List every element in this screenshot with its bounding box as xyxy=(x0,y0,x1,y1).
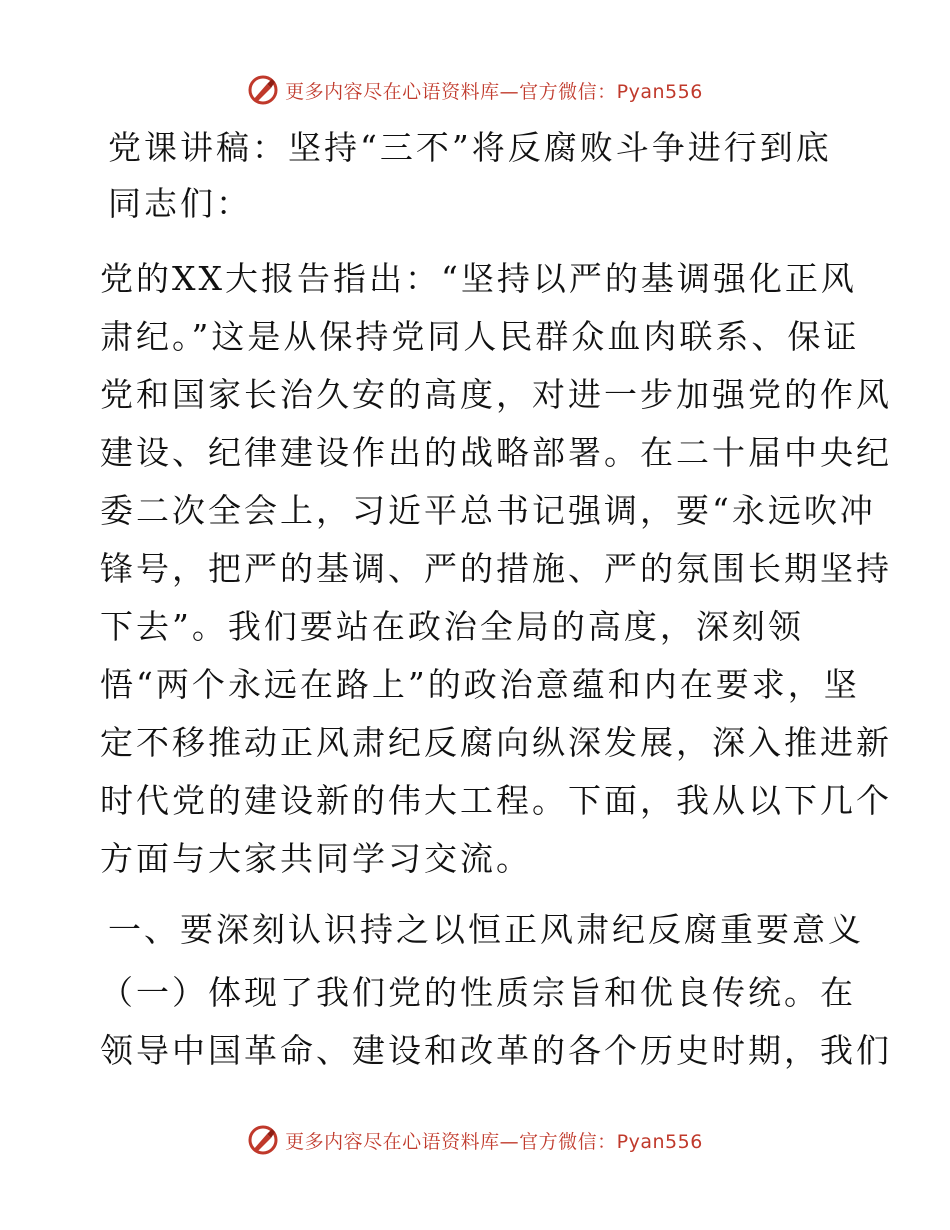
text-line: 锋号，把严的基调、严的措施、严的氛围长期坚持 xyxy=(100,549,892,588)
watermark-text: 更多内容尽在心语资料库—官方微信：Pyan556 xyxy=(285,1130,703,1153)
pen-logo-icon xyxy=(247,74,279,106)
text-line: 建设、纪律建设作出的战略部署。在二十届中央纪 xyxy=(100,433,892,472)
text-line: 方面与大家共同学习交流。 xyxy=(100,839,532,878)
header-watermark xyxy=(0,70,950,110)
text-line: （一）体现了我们党的性质宗旨和优良传统。在 xyxy=(100,973,856,1012)
text-line: 党和国家长治久安的高度，对进一步加强党的作风 xyxy=(100,375,892,414)
text-line: 时代党的建设新的伟大工程。下面，我从以下几个 xyxy=(100,781,892,820)
document-body xyxy=(100,120,892,1080)
text-line: 肃纪。”这是从保持党同人民群众血肉联系、保证 xyxy=(100,317,860,356)
text-line: 党的XX大报告指出：“坚持以严的基调强化正风 xyxy=(100,259,857,298)
text-line: 领导中国革命、建设和改革的各个历史时期，我们 xyxy=(100,1031,892,1070)
text-line: 委二次全会上，习近平总书记强调，要“永远吹冲 xyxy=(100,491,876,530)
page-title: 党课讲稿：坚持“三不”将反腐败斗争进行到底 xyxy=(108,128,832,167)
pen-logo-icon xyxy=(247,1124,279,1156)
text-line: 悟“两个永远在路上”的政治意蕴和内在要求，坚 xyxy=(100,665,860,704)
greeting: 同志们： xyxy=(108,184,252,223)
paragraph-intro xyxy=(100,250,892,888)
text-line: 定不移推动正风肃纪反腐向纵深发展，深入推进新 xyxy=(100,723,892,762)
section-heading: 一、要深刻认识持之以恒正风肃纪反腐重要意义 xyxy=(108,910,864,949)
paragraph-section1 xyxy=(100,964,892,1080)
watermark-text: 更多内容尽在心语资料库—官方微信：Pyan556 xyxy=(285,80,703,103)
text-line: 下去”。我们要站在政治全局的高度，深刻领 xyxy=(100,607,804,646)
footer-watermark xyxy=(0,1120,950,1160)
